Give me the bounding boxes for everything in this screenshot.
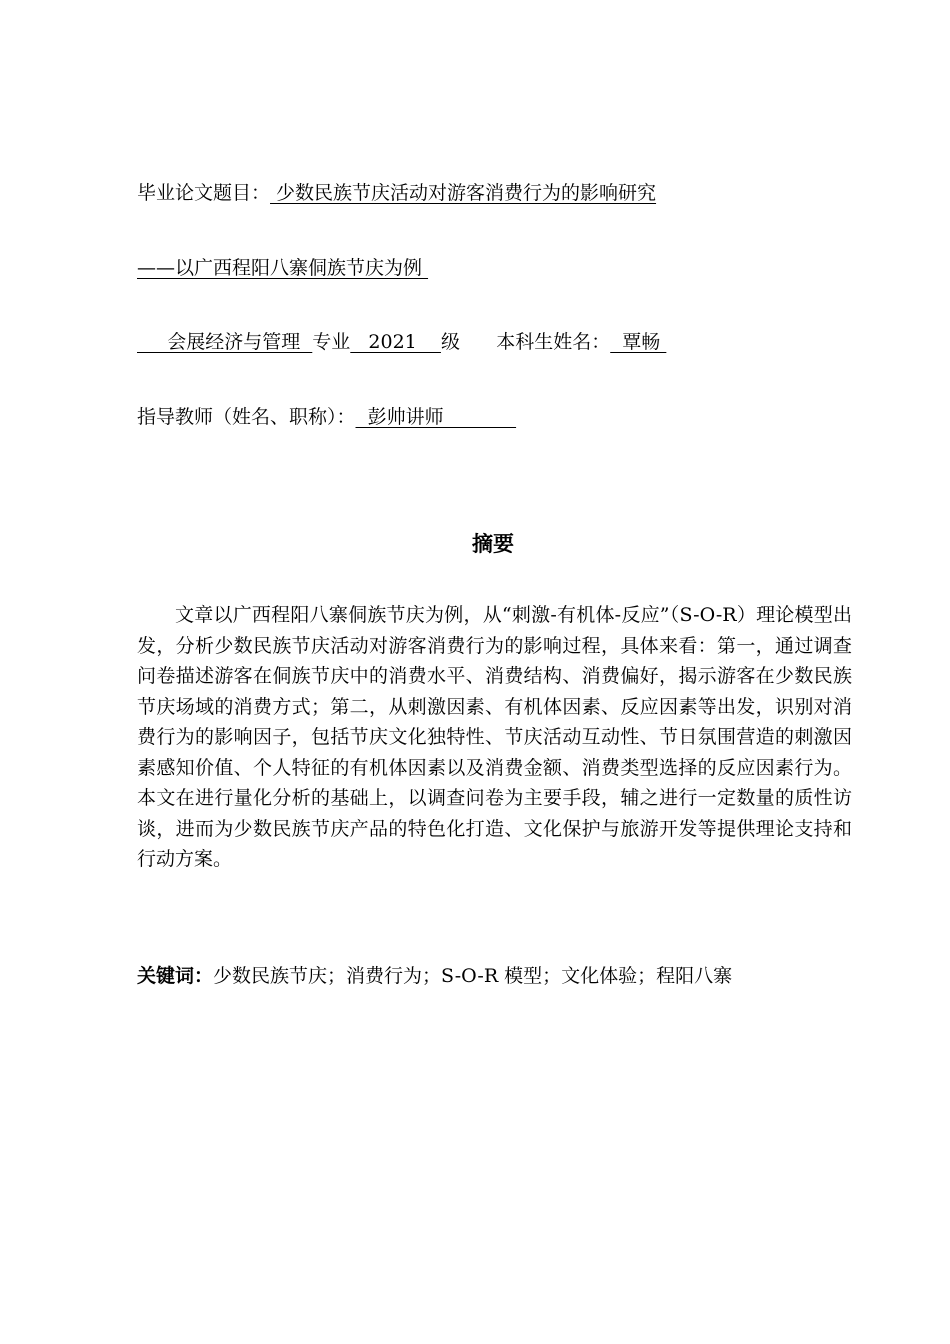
major-grade-student-line — [137, 330, 666, 354]
advisor-label: 指导教师（姓名、职称）： — [137, 406, 356, 428]
keywords-line — [137, 963, 732, 989]
grade-year: 2021 — [350, 331, 441, 353]
thesis-title-line — [137, 181, 656, 205]
advisor-line — [137, 405, 516, 429]
keywords-text: 少数民族节庆；消费行为；S-O-R 模型；文化体验；程阳八寨 — [213, 965, 733, 987]
student-name: 覃畅 — [610, 331, 667, 353]
thesis-title: 少数民族节庆活动对游客消费行为的影响研究 — [270, 182, 657, 204]
abstract-heading: 摘要 — [472, 532, 514, 556]
advisor-name: 彭帅讲师 — [355, 406, 517, 428]
thesis-subtitle-line — [137, 256, 428, 280]
major-name: 会展经济与管理 — [137, 331, 313, 353]
major-label: 专业 — [312, 331, 351, 353]
keywords-label: 关键词： — [137, 965, 214, 987]
abstract-body: 文章以广西程阳八寨侗族节庆为例，从“刺激-有机体-反应”（S-O-R）理论模型出发，分析少数民族节庆活动对游客消费行为的影响过程，具体来看：第一，通过调查问卷描述游客在侗族节庆中的消费水平、消费结构、消费偏好，揭示游客在少数民族节庆场域的消费方式；第二，从刺激因素、有机体因素、反应因素等出发，识别对消费行为的影响因子，包括节庆文化独特性、节庆活动互动性、节日氛围营造的刺激因素感知价值、个人特征的有机体因素以及消费金额、消费类型选择的反应因素行为。本文在进行量化分析的基础上，以调查问卷为主要手段，辅之进行一定数量的质性访谈，进而为少数民族节庆产品的特色化打造、文化保护与旅游开发等提供理论支持和行动方案。 — [137, 604, 852, 870]
thesis-title-label: 毕业论文题目： — [137, 182, 271, 204]
grade-label: 级 — [440, 331, 460, 353]
thesis-subtitle: ——以广西程阳八寨侗族节庆为例 — [137, 257, 429, 279]
student-label: 本科生姓名： — [496, 331, 611, 353]
